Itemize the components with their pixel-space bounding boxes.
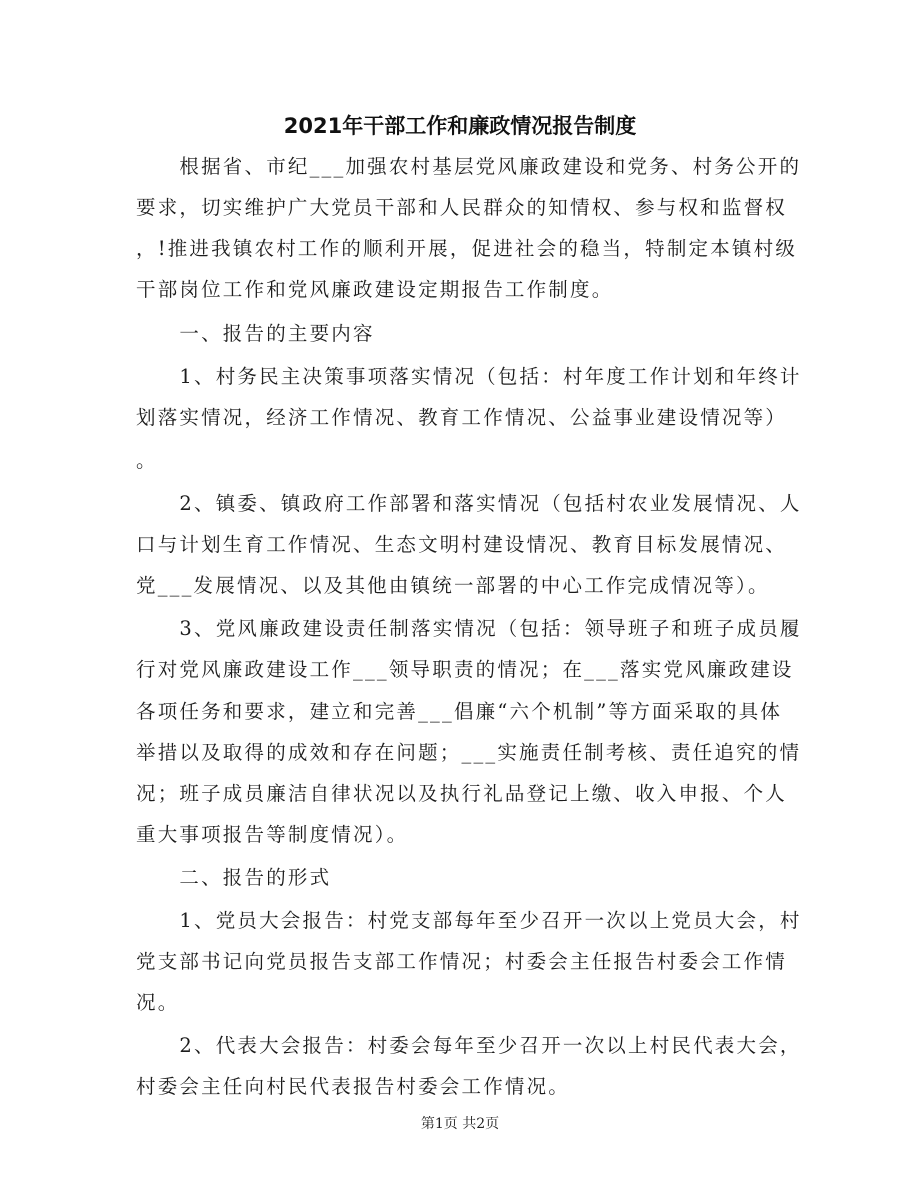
body-text-line: 2、代表大会报告：村委会每年至少召开一次以上村民代表大会，: [136, 1034, 802, 1057]
body-text-line: 2、镇委、镇政府工作部署和落实情况（包括村农业发展情况、人: [136, 492, 802, 515]
body-text-line: 重大事项报告等制度情况）。: [136, 823, 409, 846]
body-text-line: 况。: [136, 991, 180, 1014]
body-text-line: 3、党风廉政建设责任制落实情况（包括：领导班子和班子成员履: [136, 617, 802, 640]
body-text-line: 1、党员大会报告：村党支部每年至少召开一次以上党员大会，村: [136, 909, 802, 932]
body-text-line: 村委会主任向村民代表报告村委会工作情况。: [136, 1075, 571, 1098]
body-text-line: 党___发展情况、以及其他由镇统一部署的中心工作完成情况等）。: [136, 574, 770, 597]
body-text-line: 。: [136, 449, 158, 472]
body-text-line: 行对党风廉政建设工作___领导职责的情况；在___落实党风廉政建设: [136, 658, 794, 681]
document-title: 2021年干部工作和廉政情况报告制度: [283, 114, 637, 138]
body-text-line: 要求，切实维护广大党员干部和人民群众的知情权、参与权和监督权: [136, 196, 788, 219]
body-text-line: 一、报告的主要内容: [136, 322, 375, 345]
body-text-line: 根据省、市纪___加强农村基层党风廉政建设和党务、村务公开的: [136, 155, 802, 178]
page-footer: 第1页 共2页: [420, 1116, 500, 1132]
body-text-line: ，!推进我镇农村工作的顺利开展，促进社会的稳当，特制定本镇村级: [136, 237, 798, 260]
body-text-line: 各项任务和要求，建立和完善___倡廉“六个机制”等方面采取的具体: [136, 700, 783, 723]
body-text-line: 二、报告的形式: [136, 866, 332, 889]
body-text-line: 口与计划生育工作情况、生态文明村建设情况、教育目标发展情况、: [136, 533, 788, 556]
body-text-line: 干部岗位工作和党风廉政建设定期报告工作制度。: [136, 278, 614, 301]
body-text-line: 1、村务民主决策事项落实情况（包括：村年度工作计划和年终计: [136, 365, 802, 388]
body-text-line: 划落实情况，经济工作情况、教育工作情况、公益事业建设情况等）: [136, 406, 788, 429]
body-text-line: 况；班子成员廉洁自律状况以及执行礼品登记上缴、收入申报、个人: [136, 782, 788, 805]
body-text-line: 举措以及取得的成效和存在问题；___实施责任制考核、责任追究的情: [136, 741, 802, 764]
body-text-line: 党支部书记向党员报告支部工作情况；村委会主任报告村委会工作情: [136, 950, 788, 973]
